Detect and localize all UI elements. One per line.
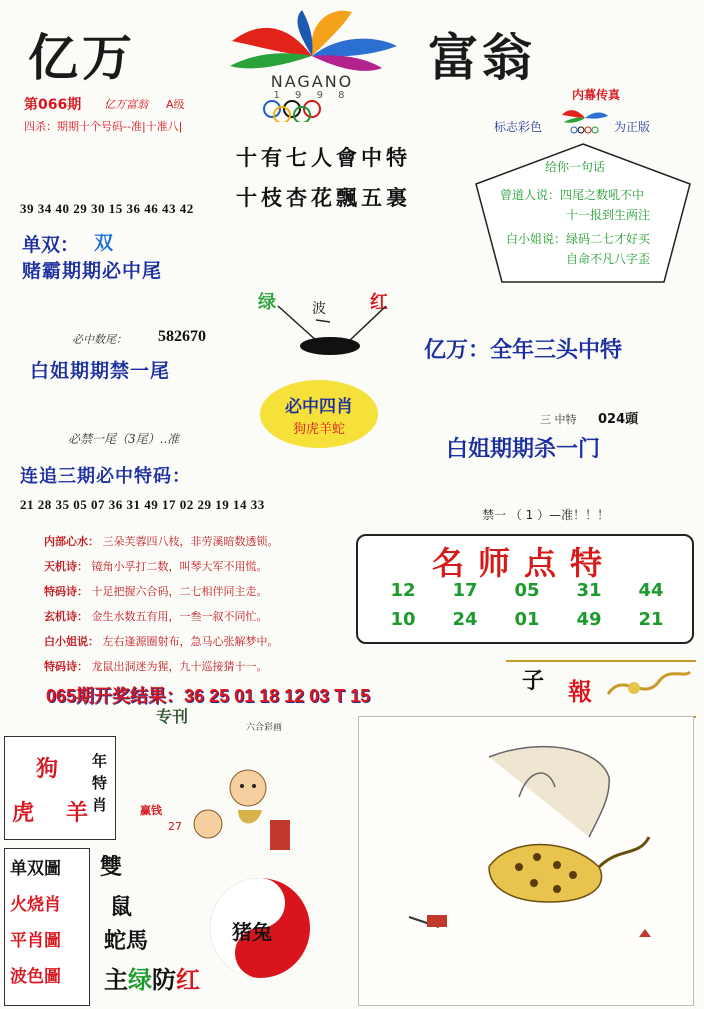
zodiac-snake-horse: 蛇馬 [104, 929, 149, 954]
tail-subline: 白姐期期禁一尾 [30, 360, 171, 382]
poem-row-5 [44, 633, 279, 649]
master-row-1 [372, 580, 682, 601]
advice-title: 给你一句话 [545, 160, 606, 174]
wave-stick-icon [268, 300, 398, 360]
three-period-label: 连追三期必中特码： [20, 466, 191, 487]
poem-text: 左右逢源圈射布，急马心张解梦中。 [102, 635, 279, 648]
zhuankan-text: 专刊 [156, 707, 189, 726]
zodiac-pig-rabbit: 猪兔 [232, 920, 272, 944]
poem-key: 天机诗： [44, 560, 88, 573]
main-suffix: 防 [152, 966, 176, 994]
master-num: 05 [514, 580, 540, 601]
single-double-value: 双 [94, 232, 114, 254]
poem-text: 十足把握六合码，二七相伴同主走。 [91, 585, 268, 598]
bao-char: 報 [568, 678, 592, 706]
four-zodiac-title: 必中四肖 [285, 397, 353, 417]
wave-green: 绿 [258, 292, 276, 313]
poem-row-4 [44, 608, 268, 624]
dragon-ornament-icon [604, 664, 694, 712]
grid-item-2: 火烧肖 [10, 895, 61, 915]
poem-key: 内部心水： [44, 535, 99, 548]
advice-line-4: 自命不凡八字歪 [566, 252, 651, 266]
main-prefix: 主 [104, 966, 128, 994]
master-row-2 [372, 609, 682, 630]
grid-item-4: 波色圖 [10, 967, 61, 987]
master-num: 21 [638, 609, 664, 630]
zodiac-tiger: 虎 [12, 801, 35, 826]
kill-door: 白姐期期杀一门 [446, 437, 601, 462]
tail-value: 582670 [158, 328, 206, 345]
tail-label: 必中数尾： [72, 333, 127, 346]
poem-key: 特码诗： [44, 660, 88, 673]
poem-row-2 [44, 558, 268, 574]
issue-brand: 亿万富翁 [104, 98, 148, 111]
result-line: 065期开奖结果：36 25 01 18 12 03 T 15 [46, 686, 371, 706]
advice-line-1: 曾道人说：四尾之数吼不中 [500, 188, 645, 202]
wave-center: 波 [312, 301, 326, 317]
ten-numbers: 39 34 40 29 30 15 36 46 43 42 [20, 201, 194, 216]
poem-text: 三朵芙蓉四八枝，非劳溪暗数透锁。 [102, 535, 279, 548]
win-badge: 赢钱 [140, 804, 162, 817]
poem-text: 龙鼠出洞迷为猩，九十巡接猜十一。 [91, 660, 268, 673]
vertical-year-special: 年特肖 [92, 752, 108, 814]
poem-row-6 [44, 658, 268, 674]
main-red: 红 [176, 966, 200, 994]
title-right: 富翁 [428, 28, 536, 87]
master-num: 31 [576, 580, 602, 601]
single-double-subline: 赌霸期期必中尾 [22, 260, 163, 282]
grid-item-1: 单双圖 [10, 859, 61, 879]
three-head-label: 三 中特 [540, 413, 577, 426]
poem-text: 金生水数五有用，一叁一叙不同忙。 [91, 610, 268, 623]
ban-one: 禁一 （ 1 ）—准！！！ [482, 508, 610, 522]
poem-key: 玄机诗： [44, 610, 88, 623]
zhuankan-sub: 六合彩画 [246, 723, 283, 733]
four-zodiac-value: 狗虎羊蛇 [292, 422, 345, 437]
ban-tail: 必禁一尾（3尾）..准 [68, 432, 180, 446]
zodiac-dog: 狗 [36, 757, 59, 782]
slogan-line-1: 十有七人會中特 [236, 145, 411, 170]
issue-grade: A级 [166, 98, 185, 111]
small-olympic-logo-icon [560, 106, 610, 136]
main-green: 绿 [128, 966, 152, 994]
advice-line-2: 十一报到生两注 [566, 208, 651, 222]
zodiac-sheep: 羊 [66, 801, 89, 826]
poem-row-3 [44, 583, 268, 599]
poem-key: 特码诗： [44, 585, 88, 598]
issue-label: 第066期 [24, 97, 82, 113]
zodiac-rat: 鼠 [110, 895, 133, 920]
three-head-value: 024頭 [598, 412, 639, 427]
grid-item-3: 平肖圖 [10, 931, 61, 951]
cartoon-panel [358, 716, 694, 1006]
advice-line-3: 白小姐说：绿码二七才好买 [506, 232, 651, 246]
master-num: 17 [452, 580, 478, 601]
master-num: 12 [390, 580, 416, 601]
logo-text: NAGANO [270, 72, 354, 91]
leopard-illustration-icon [359, 717, 693, 1005]
master-num: 01 [514, 609, 540, 630]
fax-title: 内幕传真 [572, 88, 621, 102]
fax-left: 标志彩色 [494, 120, 543, 134]
main-color-line [104, 960, 200, 995]
logo-year: 1 9 9 8 [273, 90, 351, 101]
slogan-line-2: 十枝杏花飄五裏 [236, 185, 411, 210]
fax-right: 为正版 [614, 120, 651, 134]
title-left: 亿万 [28, 28, 136, 87]
poem-key: 白小姐说： [44, 635, 99, 648]
win-badge-num: 27 [168, 820, 182, 833]
master-num: 44 [638, 580, 664, 601]
wave-red: 红 [370, 292, 388, 313]
issue-rule: 四杀：期期十个号码--准|十准八| [24, 120, 183, 133]
olympic-logo [212, 6, 412, 124]
master-num: 24 [452, 609, 478, 630]
pair-char: 雙 [100, 855, 123, 880]
poem-text: 镜角小孚打二数，叫琴大军不用慌。 [91, 560, 268, 573]
zi-char: 子 [522, 669, 545, 694]
master-title: 名师点特 [431, 544, 616, 582]
three-period-numbers: 21 28 35 05 07 36 31 49 17 02 29 19 14 33 [20, 497, 265, 512]
master-num: 10 [390, 609, 416, 630]
poem-row-1 [44, 533, 279, 549]
master-num: 49 [576, 609, 602, 630]
cartoon-kids-icon [178, 764, 298, 860]
olympic-rings-icon [252, 100, 372, 122]
yiwan-head: 亿万：全年三头中特 [424, 338, 623, 363]
single-double-label: 单双： [22, 234, 80, 256]
